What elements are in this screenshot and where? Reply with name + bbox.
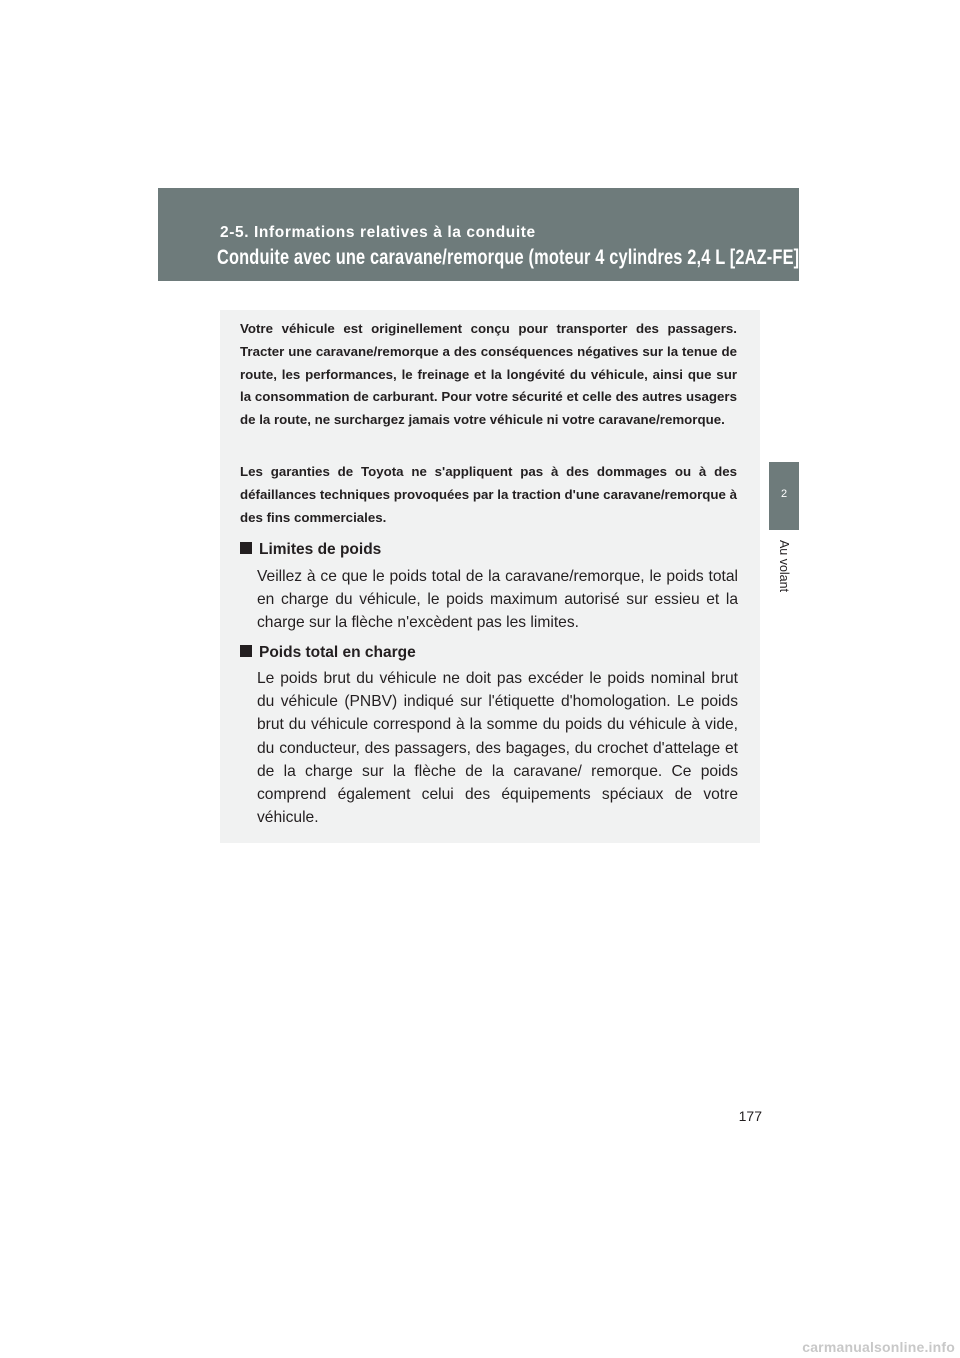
section-body-weight-limits: Veillez à ce que le poids total de la caravane/remorque, le poids total en charge du véhicule, le poids maximum autorisé sur essieu et la charge sur la flèche n'excèdent pas les limites. xyxy=(257,568,738,632)
section-heading-weight-limits xyxy=(240,541,381,559)
warranty-paragraph: Les garanties de Toyota ne s'appliquent pas à des dommages ou à des défaillances techniques provoquées par la traction d'une caravane/remorque à des fins commerciales. xyxy=(240,464,737,525)
watermark: carmanualsonline.info xyxy=(802,1339,955,1355)
page-title: Conduite avec une caravane/remorque (moteur 4 cylindres 2,4 L [2AZ-FE]) xyxy=(217,246,805,269)
section-label: 2-5. Informations relatives à la conduite xyxy=(220,224,536,241)
section-heading-text: Poids total en charge xyxy=(259,644,416,661)
content-box xyxy=(220,310,760,843)
square-bullet-icon xyxy=(240,645,252,657)
section-heading-text: Limites de poids xyxy=(259,541,382,558)
chapter-tab xyxy=(769,462,799,530)
section-heading-gross-weight xyxy=(240,644,416,662)
square-bullet-icon xyxy=(240,542,252,554)
chapter-number: 2 xyxy=(780,488,788,500)
page-header xyxy=(158,188,805,281)
page-number: 177 xyxy=(738,1108,762,1124)
section-body-gross-weight: Le poids brut du véhicule ne doit pas excéder le poids nominal brut du véhicule (PNBV) indiqué sur l'étiquette d'homologation. Le poids brut du véhicule correspond à la somme du poids du véhicule à vide, du conducteur, des passagers, des bagages, du crochet d'attelage et de la charge sur la flèche de la caravane/ remorque. Ce poids comprend également celui des équipements spéciaux de votre véhicule. xyxy=(257,670,738,827)
intro-paragraph: Votre véhicule est originellement conçu pour transporter des passagers. Tracter une caravane/remorque a des conséquences négatives sur la tenue de route, les performances, le freinage et la longévité du véhicule, ainsi que sur la consommation de carburant. Pour votre sécurité et celle des autres usagers de la route, ne surchargez jamais votre véhicule ni votre caravane/remorque. xyxy=(240,321,737,428)
chapter-label: Au volant xyxy=(777,539,791,593)
